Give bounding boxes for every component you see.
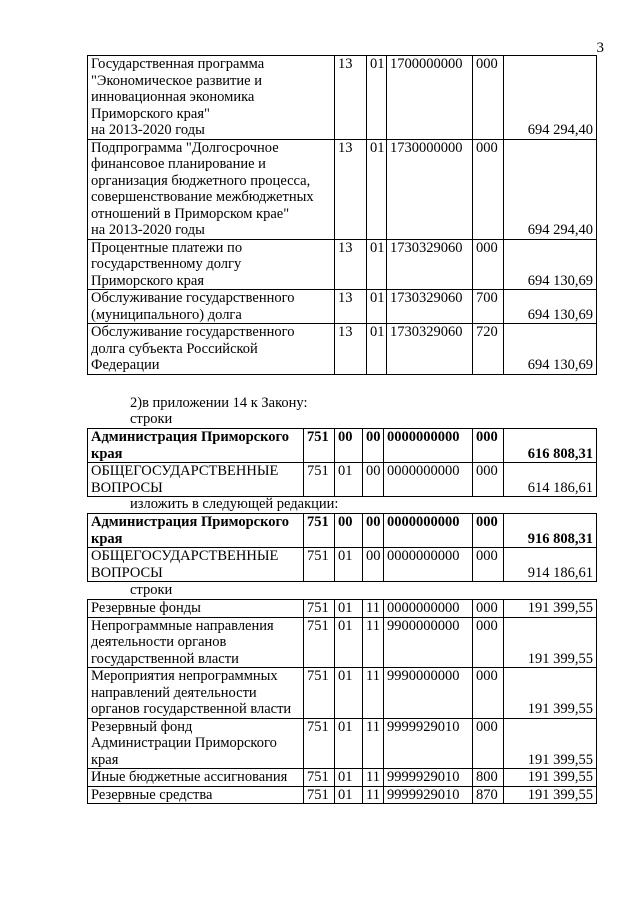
row-code-c3: 1730329060: [387, 324, 473, 375]
row-code-c4: 000: [473, 56, 504, 140]
row-code-c2: 01: [335, 600, 363, 618]
row-name: Непрограммные направления деятельности органов государственной власти: [88, 617, 304, 668]
table-row: [88, 718, 597, 769]
row-code-c3: 00: [363, 514, 384, 548]
row-code-c1: 751: [304, 617, 335, 668]
row-code-c1: 751: [304, 514, 335, 548]
table-row: [88, 463, 597, 497]
table-row: [88, 617, 597, 668]
amendment-text: 2)в приложении 14 к Закону:: [130, 395, 308, 411]
row-code-c1: 751: [304, 548, 335, 582]
row-code-c1: 751: [304, 718, 335, 769]
row-amount: 694 294,40: [504, 56, 597, 140]
row-code-c3: 11: [363, 769, 384, 787]
row-code-c1: 751: [304, 786, 335, 804]
row-code-c4: 0000000000: [384, 548, 473, 582]
row-code-c5: 000: [473, 718, 504, 769]
row-code-c2: 01: [335, 786, 363, 804]
row-code-c3: 00: [363, 429, 384, 463]
row-code-c1: 751: [304, 668, 335, 719]
row-amount: 614 186,61: [504, 463, 597, 497]
row-code-c1: 751: [304, 463, 335, 497]
row-amount: 616 808,31: [504, 429, 597, 463]
table-row: [88, 429, 597, 463]
row-code-c3: 11: [363, 786, 384, 804]
table-row: [88, 290, 597, 324]
row-code-c3: 11: [363, 617, 384, 668]
row-code-c5: 870: [473, 786, 504, 804]
row-name: Администрация Приморского края: [88, 514, 304, 548]
row-name: Администрация Приморского края: [88, 429, 304, 463]
row-amount: 191 399,55: [504, 668, 597, 719]
table-new: [87, 513, 597, 582]
replace-text: изложить в следующей редакции:: [130, 496, 339, 512]
row-code-c3: 1730329060: [387, 290, 473, 324]
table-row: [88, 324, 597, 375]
row-code-c2: 01: [335, 718, 363, 769]
table-row: [88, 56, 597, 140]
row-name: ОБЩЕГОСУДАРСТВЕННЫЕ ВОПРОСЫ: [88, 548, 304, 582]
row-code-c5: 000: [473, 548, 504, 582]
table-row: [88, 514, 597, 548]
row-code-c2: 00: [335, 429, 363, 463]
row-name: Резервный фонд Администрации Приморского края: [88, 718, 304, 769]
row-code-c3: 11: [363, 668, 384, 719]
row-name: Государственная программа "Экономическое развитие и инновационная экономика Приморского края" на 2013-2020 годы: [88, 56, 335, 140]
row-name: Процентные платежи по государственному долгу Приморского края: [88, 239, 335, 290]
row-code-c5: 000: [473, 668, 504, 719]
table-row: [88, 668, 597, 719]
row-code-c4: 9900000000: [384, 617, 473, 668]
row-code-c2: 01: [335, 769, 363, 787]
row-amount: 191 399,55: [504, 617, 597, 668]
row-code-c3: 1730329060: [387, 239, 473, 290]
row-code-c4: 9999929010: [384, 786, 473, 804]
row-code-c4: 9999929010: [384, 718, 473, 769]
row-code-c2: 01: [367, 56, 387, 140]
row-code-c1: 13: [335, 239, 367, 290]
row-code-c1: 751: [304, 429, 335, 463]
table-row: [88, 139, 597, 239]
row-name: Обслуживание государственного долга субъекта Российской Федерации: [88, 324, 335, 375]
table-row: [88, 769, 597, 787]
row-code-c2: 01: [367, 290, 387, 324]
row-code-c2: 01: [335, 617, 363, 668]
row-code-c4: 000: [473, 139, 504, 239]
row-code-c5: 000: [473, 429, 504, 463]
table-row: [88, 548, 597, 582]
row-amount: 694 130,69: [504, 239, 597, 290]
row-name: Обслуживание государственного (муниципального) долга: [88, 290, 335, 324]
row-code-c2: 01: [335, 668, 363, 719]
row-amount: 191 399,55: [504, 718, 597, 769]
row-name: Мероприятия непрограммных направлений деятельности органов государственной власти: [88, 668, 304, 719]
row-code-c1: 13: [335, 324, 367, 375]
table-row: [88, 239, 597, 290]
row-code-c4: 700: [473, 290, 504, 324]
row-code-c3: 00: [363, 463, 384, 497]
row-code-c5: 000: [473, 463, 504, 497]
table-row: [88, 600, 597, 618]
table-program: [87, 55, 597, 375]
row-code-c4: 720: [473, 324, 504, 375]
row-name: Резервные фонды: [88, 600, 304, 618]
row-code-c1: 13: [335, 290, 367, 324]
row-code-c4: 0000000000: [384, 429, 473, 463]
rows-label-2: строки: [130, 582, 173, 598]
row-code-c3: 11: [363, 600, 384, 618]
row-amount: 191 399,55: [504, 769, 597, 787]
page-number: 3: [596, 40, 604, 56]
row-code-c3: 1730000000: [387, 139, 473, 239]
row-code-c5: 800: [473, 769, 504, 787]
row-code-c1: 751: [304, 769, 335, 787]
row-code-c4: 0000000000: [384, 600, 473, 618]
row-code-c2: 01: [335, 548, 363, 582]
row-name: Иные бюджетные ассигнования: [88, 769, 304, 787]
row-amount: 694 130,69: [504, 324, 597, 375]
row-code-c5: 000: [473, 617, 504, 668]
row-code-c3: 00: [363, 548, 384, 582]
row-code-c4: 0000000000: [384, 463, 473, 497]
row-code-c3: 1700000000: [387, 56, 473, 140]
row-code-c4: 9990000000: [384, 668, 473, 719]
row-name: ОБЩЕГОСУДАРСТВЕННЫЕ ВОПРОСЫ: [88, 463, 304, 497]
row-code-c2: 01: [367, 139, 387, 239]
row-code-c5: 000: [473, 514, 504, 548]
row-code-c2: 01: [335, 463, 363, 497]
row-name: Резервные средства: [88, 786, 304, 804]
row-code-c2: 01: [367, 324, 387, 375]
row-code-c1: 13: [335, 139, 367, 239]
table-original: [87, 428, 597, 497]
row-amount: 191 399,55: [504, 786, 597, 804]
row-code-c5: 000: [473, 600, 504, 618]
row-code-c1: 13: [335, 56, 367, 140]
row-code-c4: 000: [473, 239, 504, 290]
row-amount: 914 186,61: [504, 548, 597, 582]
row-code-c2: 00: [335, 514, 363, 548]
row-amount: 916 808,31: [504, 514, 597, 548]
table-row: [88, 786, 597, 804]
row-amount: 694 294,40: [504, 139, 597, 239]
row-amount: 191 399,55: [504, 600, 597, 618]
row-code-c4: 0000000000: [384, 514, 473, 548]
rows-label-1: строки: [130, 411, 173, 427]
row-code-c4: 9999929010: [384, 769, 473, 787]
row-code-c1: 751: [304, 600, 335, 618]
row-amount: 694 130,69: [504, 290, 597, 324]
table-reserve: [87, 599, 597, 804]
row-code-c2: 01: [367, 239, 387, 290]
row-name: Подпрограмма "Долгосрочное финансовое планирование и организация бюджетного процесса, совершенствование межбюджетных отношений в Приморском крае" на 2013-2020 годы: [88, 139, 335, 239]
row-code-c3: 11: [363, 718, 384, 769]
